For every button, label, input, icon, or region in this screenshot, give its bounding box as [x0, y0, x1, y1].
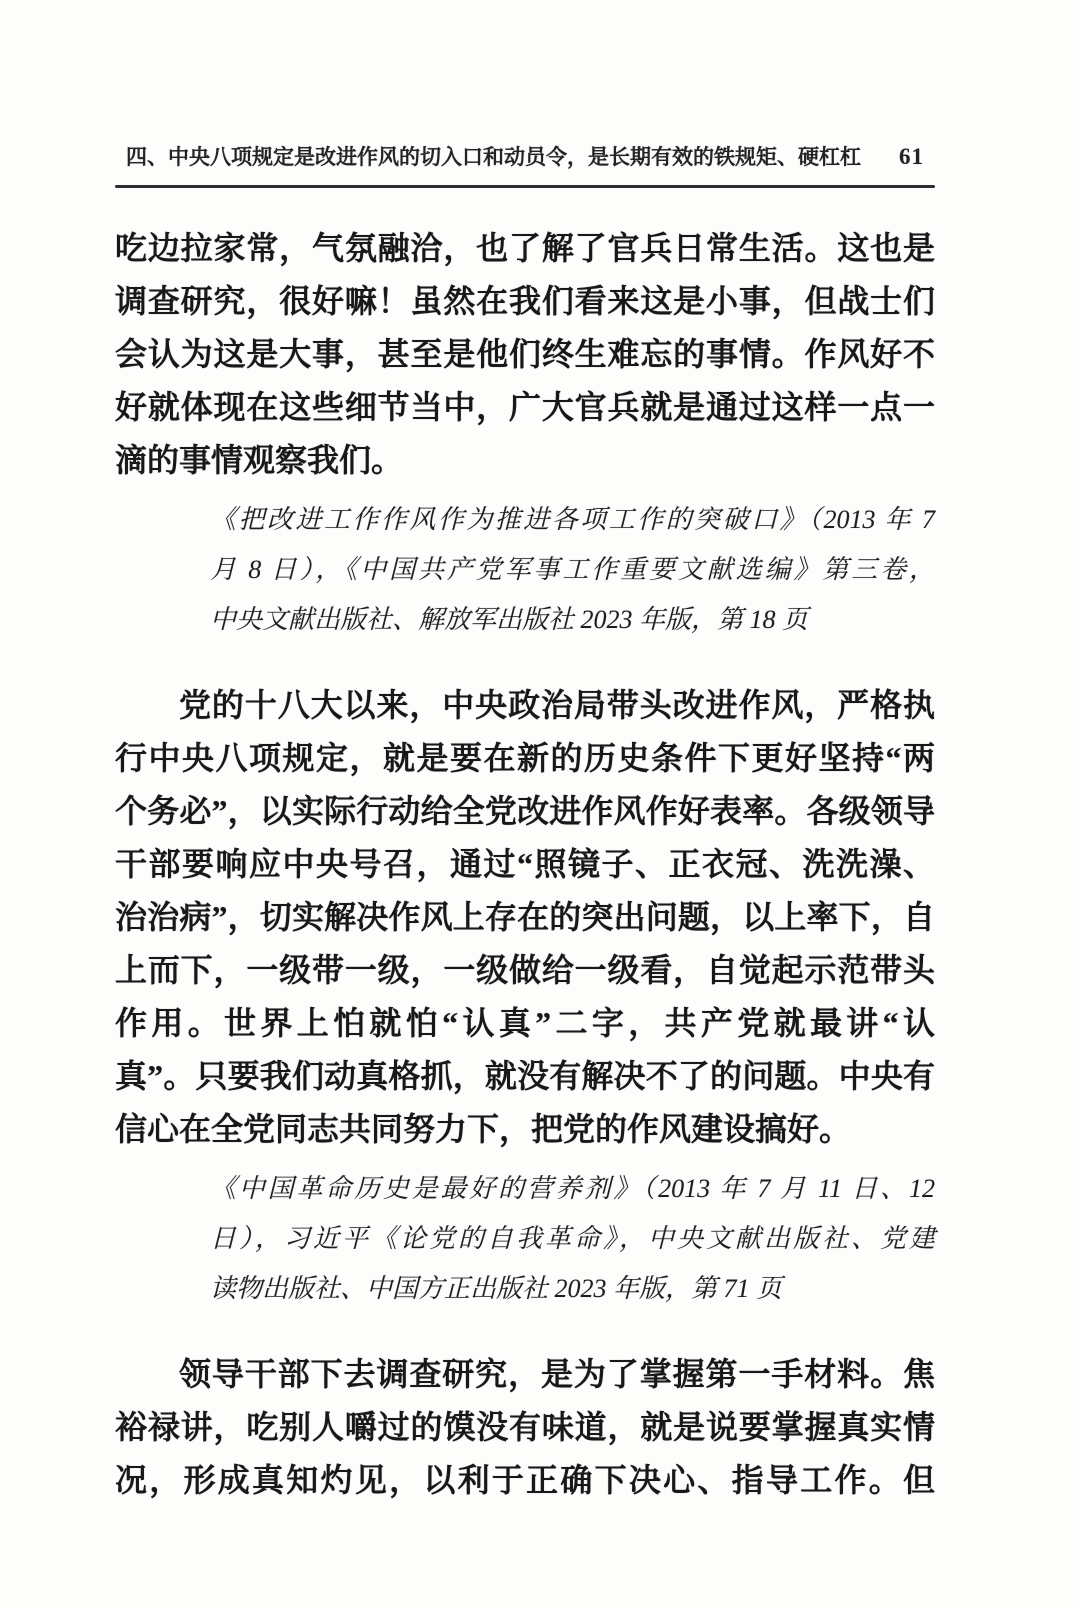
citation-line: 《中国革命历史是最好的营养剂》（2013 年 7 月 11 日、12 [210, 1174, 935, 1203]
running-head-row [115, 143, 935, 171]
text-line: 会认为这是大事，甚至是他们终生难忘的事情。作风好不 [115, 336, 935, 372]
body-paragraph [115, 222, 935, 487]
text-line: 行中央八项规定，就是要在新的历史条件下更好坚持“两 [115, 740, 935, 776]
page-number: 61 [899, 144, 924, 169]
citation-line: 月 8 日），《中国共产党军事工作重要文献选编》第三卷， [210, 555, 935, 584]
body-paragraph [115, 1348, 935, 1507]
text-line: 好就体现在这些细节当中，广大官兵就是通过这样一点一 [115, 389, 935, 425]
citation-line: 读物出版社、中国方正出版社 2023 年版，第 71 页 [210, 1274, 783, 1303]
header-rule [115, 185, 935, 188]
text-line: 滴的事情观察我们。 [115, 442, 404, 478]
text-line: 个务必”，以实际行动给全党改进作风作好表率。各级领导 [115, 793, 935, 829]
text-line: 调查研究，很好嘛！虽然在我们看来这是小事，但战士们 [115, 283, 935, 319]
text-line: 真”。只要我们动真格抓，就没有解决不了的问题。中央有 [115, 1058, 935, 1094]
page-text [115, 222, 935, 1507]
text-line: 上而下，一级带一级，一级做给一级看，自觉起示范带头 [115, 952, 935, 988]
source-citation [210, 1164, 935, 1314]
citation-line: 中央文献出版社、解放军出版社 2023 年版，第 18 页 [210, 605, 809, 634]
text-line: 信心在全党同志共同努力下，把党的作风建设搞好。 [115, 1111, 852, 1147]
page-header [115, 143, 935, 188]
running-head-title: 四、中央八项规定是改进作风的切入口和动员令，是长期有效的铁规矩、硬杠杠 [126, 145, 861, 169]
citation-line: 《把改进工作作风作为推进各项工作的突破口》（2013 年 7 [210, 505, 935, 534]
text-line: 吃边拉家常，气氛融洽，也了解了官兵日常生活。这也是 [115, 230, 935, 266]
text-line: 领导干部下去调查研究，是为了掌握第一手材料。焦 [179, 1356, 935, 1392]
text-line: 党的十八大以来，中央政治局带头改进作风，严格执 [179, 687, 935, 723]
text-line: 干部要响应中央号召，通过“照镜子、正衣冠、洗洗澡、 [115, 846, 935, 882]
source-citation [210, 495, 935, 645]
citation-line: 日），习近平《论党的自我革命》，中央文献出版社、党建 [210, 1224, 935, 1253]
text-line: 况，形成真知灼见，以利于正确下决心、指导工作。但 [115, 1462, 935, 1498]
text-line: 裕禄讲，吃别人嚼过的馍没有味道，就是说要掌握真实情 [115, 1409, 935, 1445]
text-line: 治治病”，切实解决作风上存在的突出问题，以上率下，自 [115, 899, 935, 935]
text-line: 作用。世界上怕就怕“认真”二字，共产党就最讲“认 [115, 1005, 935, 1041]
body-paragraph [115, 679, 935, 1156]
